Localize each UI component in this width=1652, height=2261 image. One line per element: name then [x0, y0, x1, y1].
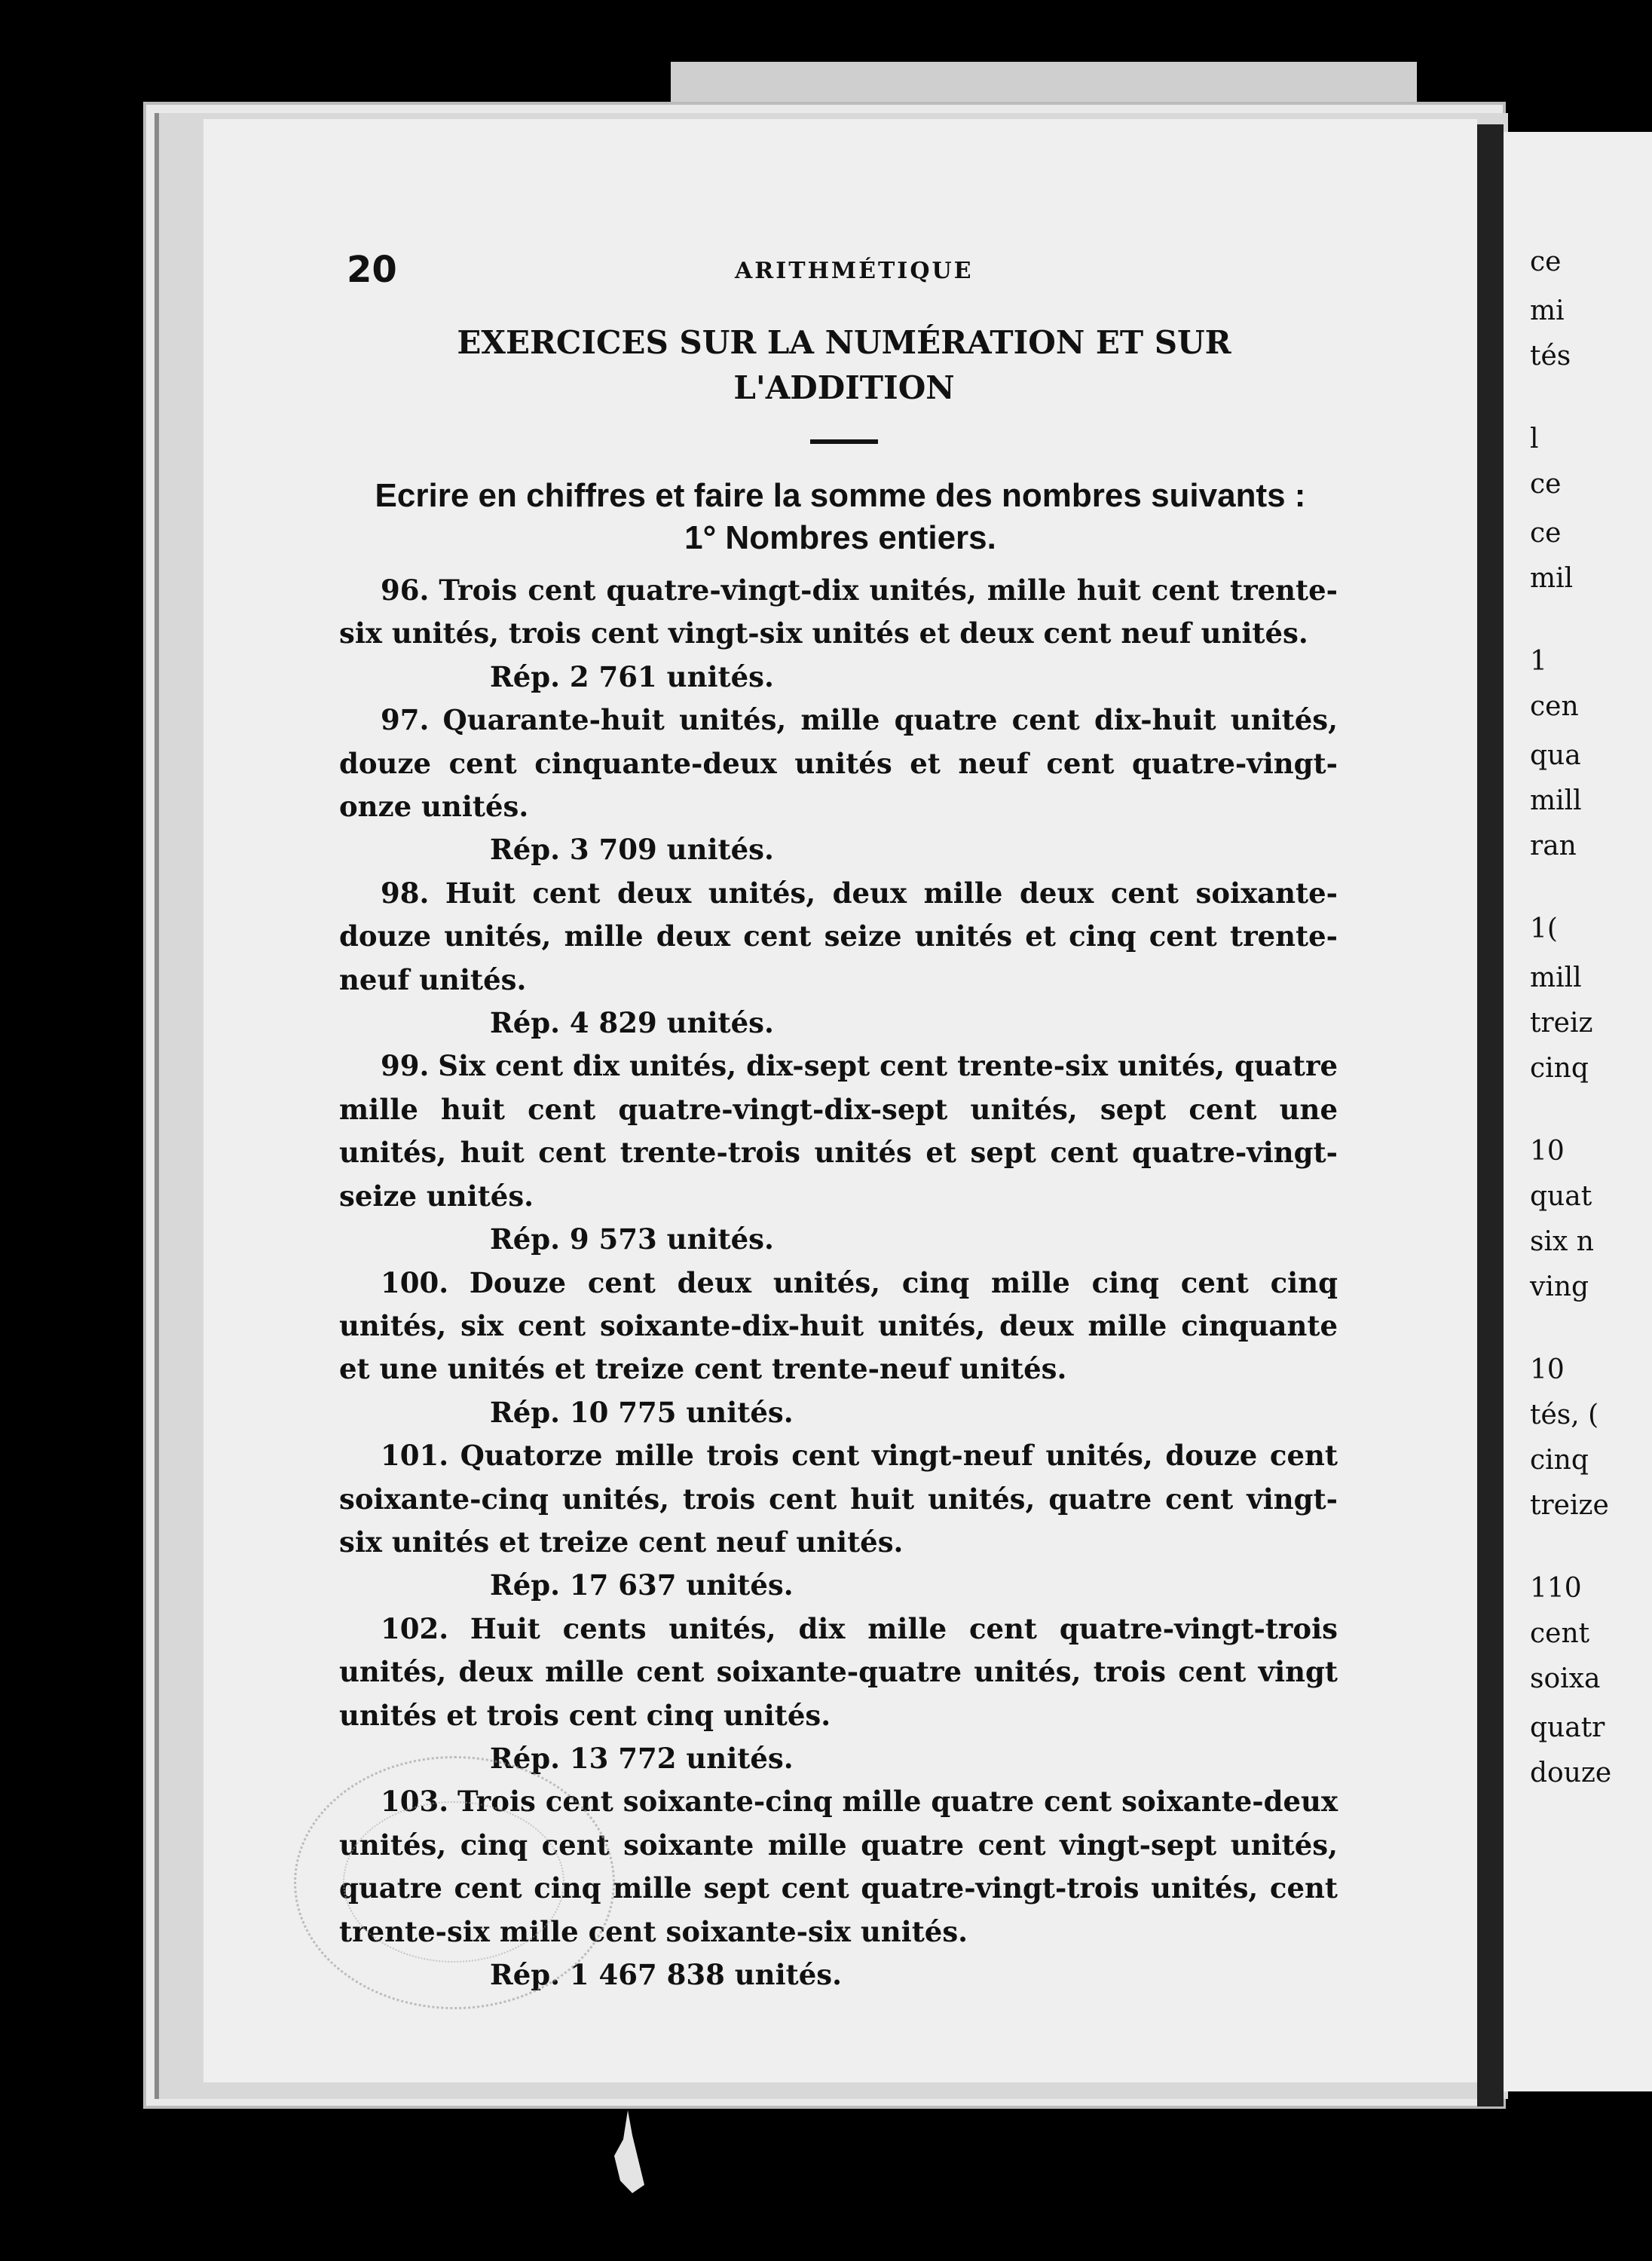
- exercise-text: Huit cents unités, dix mille cent quatre-vingt-trois unités, deux mille cent soixante-quatre unités, trois cent vingt unités et trois cent cinq unités.: [339, 1611, 1338, 1732]
- heading-rule: [810, 439, 878, 444]
- right-page-text-fragment: cen: [1530, 691, 1579, 722]
- exercise-number: 98.: [381, 876, 430, 910]
- right-page-text-fragment: treize: [1530, 1490, 1609, 1521]
- exercise-answer: Rép. 3 709 unités.: [490, 833, 774, 867]
- exercise-text: Six cent dix unités, dix-sept cent trente-six unités, quatre mille huit cent quatre-vingt-dix-sept unités, sept cent une unités, huit cent trente-trois unités et sept cent quatre-vingt-seize unités.: [339, 1049, 1338, 1213]
- right-page-text-fragment: mill: [1530, 962, 1582, 993]
- right-page-text-fragment: 1: [1530, 646, 1547, 677]
- exercise-text: Douze cent deux unités, cinq mille cinq cent cinq unités, six cent soixante-dix-huit unités, deux mille cinquante et une unités et treize cent trente-neuf unités.: [339, 1265, 1338, 1386]
- right-page-text-fragment: ving: [1530, 1271, 1589, 1302]
- running-title: ARITHMÉTIQUE: [735, 258, 974, 284]
- exercise-answer: Rép. 2 761 unités.: [490, 659, 774, 693]
- exercise-answer: Rép. 17 637 unités.: [490, 1568, 794, 1602]
- book-gutter: [1477, 124, 1504, 2106]
- exercise-item: [339, 1608, 1338, 1781]
- right-page-text-fragment: ce: [1530, 469, 1562, 500]
- right-page-text-fragment: ce: [1530, 518, 1562, 549]
- right-page-text-fragment: mi: [1530, 295, 1565, 326]
- library-stamp-inner-ring: [343, 1801, 564, 1963]
- exercise-number: 100.: [381, 1265, 449, 1299]
- right-page-text-fragment: 10: [1530, 1354, 1565, 1385]
- exercise-answer: Rép. 9 573 unités.: [490, 1222, 774, 1256]
- exercise-text: Quarante-huit unités, mille quatre cent dix-huit unités, douze cent cinquante-deux unités et neuf cent quatre-vingt-onze unités.: [339, 703, 1338, 824]
- right-page-text-fragment: quat: [1530, 1181, 1592, 1212]
- exercise-number: 103.: [381, 1785, 449, 1819]
- right-page-text-fragment: quatr: [1530, 1712, 1605, 1743]
- right-page-text-fragment: cinq: [1530, 1053, 1589, 1084]
- right-page-text-fragment: six n: [1530, 1226, 1594, 1257]
- page-stack-top-edge: [671, 62, 1417, 106]
- right-page-text-fragment: 1(: [1530, 913, 1558, 944]
- page-number: 20: [347, 249, 397, 291]
- right-page-text-fragment: ran: [1530, 831, 1577, 861]
- exercise-item: [339, 1045, 1338, 1261]
- right-page-text-fragment: ce: [1530, 246, 1562, 277]
- exercise-number: 97.: [381, 703, 430, 737]
- exercise-answer: Rép. 10 775 unités.: [490, 1395, 794, 1429]
- right-page-text-fragment: l: [1530, 424, 1539, 454]
- right-page-text-fragment: mil: [1530, 563, 1574, 594]
- right-page-text-fragment: soixa: [1530, 1663, 1601, 1694]
- exercise-answer: Rép. 1 467 838 unités.: [490, 1958, 842, 1991]
- exercise-number: 96.: [381, 574, 430, 607]
- right-page-text-fragment: tés, (: [1530, 1400, 1599, 1430]
- exercise-answer: Rép. 13 772 unités.: [490, 1741, 794, 1775]
- right-page-text-fragment: douze: [1530, 1758, 1612, 1788]
- right-page-text-fragment: qua: [1530, 740, 1581, 771]
- exercise-item: [339, 699, 1338, 872]
- section-heading: EXERCICES SUR LA NUMÉRATION ET SUR L'ADDITION: [457, 324, 1231, 406]
- exercise-answer: Rép. 4 829 unités.: [490, 1006, 774, 1040]
- exercise-number: 102.: [381, 1611, 449, 1645]
- right-page-text-fragment: 110: [1530, 1573, 1582, 1604]
- running-head: [347, 249, 1372, 294]
- exercise-text: Huit cent deux unités, deux mille deux cent soixante-douze unités, mille deux cent seize unités et cinq cent trente-neuf unités.: [339, 876, 1338, 996]
- exercise-item: [339, 569, 1338, 699]
- exercise-item: [339, 872, 1338, 1045]
- exercise-item: [339, 1262, 1338, 1435]
- paper-tear-mark: [614, 2110, 644, 2193]
- right-page-text-fragment: treiz: [1530, 1008, 1593, 1039]
- right-page-text-fragment: cent: [1530, 1618, 1590, 1649]
- right-page-fragment: [1504, 132, 1652, 2091]
- exercise-number: 99.: [381, 1049, 430, 1083]
- right-page-text-fragment: cinq: [1530, 1445, 1589, 1476]
- exercise-text: Quatorze mille trois cent vingt-neuf unités, douze cent soixante-cinq unités, trois cent huit unités, quatre cent vingt-six unités et treize cent neuf unités.: [339, 1439, 1338, 1559]
- exercise-item: [339, 1434, 1338, 1608]
- instruction-text: Ecrire en chiffres et faire la somme des nombres suivants : 1° Nombres entiers.: [375, 477, 1306, 556]
- right-page-text-fragment: 10: [1530, 1136, 1565, 1167]
- exercise-number: 101.: [381, 1439, 449, 1473]
- right-page-text-fragment: mill: [1530, 785, 1582, 816]
- right-page-text-fragment: tés: [1530, 341, 1571, 372]
- exercise-text: Trois cent soixante-cinq mille quatre cent soixante-deux unités, cinq cent soixante mille quatre cent vingt-sept unités, quatre cent cinq mille sept cent quatre-vingt-trois unités, cent trente-six mille cent soixante-six unités.: [339, 1785, 1338, 1948]
- exercise-text: Trois cent quatre-vingt-dix unités, mille huit cent trente-six unités, trois cent vingt-six unités et deux cent neuf unités.: [339, 574, 1338, 650]
